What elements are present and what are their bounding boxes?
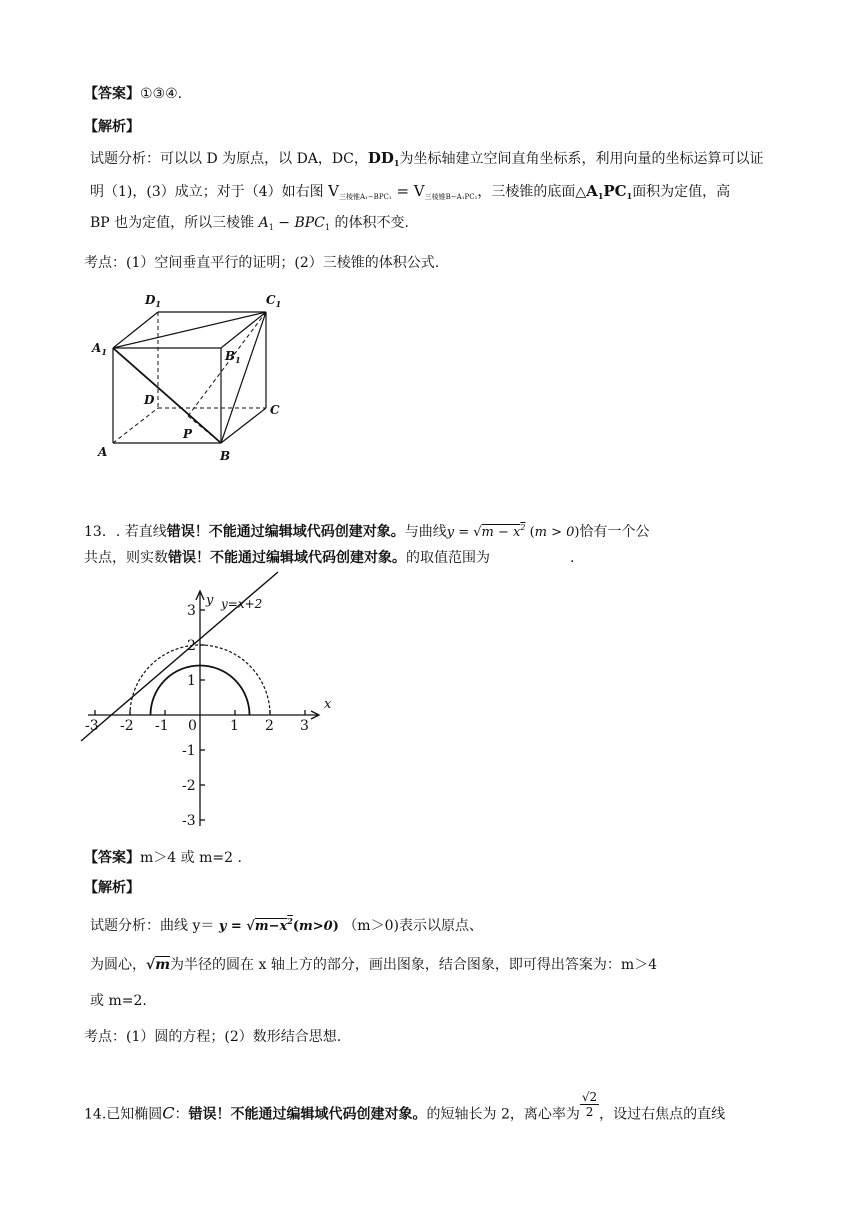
formula-curve-bold: $y = √m-x^2(m>0)$ [218,916,339,934]
formula-a1pc1: $A_1PC_1$ [586,182,633,201]
fraction-sqrt2-over-2: $\frac{√2}{2}$ [581,1090,598,1119]
volume-subscript-2: 三棱锥B−A₁PC₁ [424,193,478,201]
question-text: 与曲线 [404,524,447,540]
analysis-paragraph-3 [90,213,409,238]
answer-value: ①③④. [140,86,183,102]
x-axis-label: x [324,697,332,712]
label-d: D [144,393,155,407]
analysis-text: 的体积不变. [334,215,409,231]
label-c: C [270,403,280,417]
formula-a1-bpc1: $A_1 - BPC_1$ [258,215,330,232]
y-axis-label: y [206,593,214,608]
analysis-13-paragraph-3: 或 m=2. [90,993,147,1009]
formula-volume-equality: $V_{三棱锥A_1-BPC_1} = V_{三棱锥B-A_1PC_1}$ [328,182,478,201]
question-text: 共点，则实数 [84,550,168,566]
question-text: 14.已知椭圆 [84,1106,163,1123]
y-tick-label: -2 [182,778,196,794]
label-b: B [220,449,231,463]
x-tick-label: 1 [230,718,239,734]
formula-curve: $y = √m - x^2$ (m > 0) [446,523,580,540]
label-b1: $B_1$ [225,349,241,365]
question-13-line-1 [84,518,650,543]
question-text: ，设过右焦点的直线 [599,1106,726,1123]
analysis-tag: 【解析】 [84,119,140,135]
y-tick-label: 2 [187,638,196,654]
analysis-text: 为坐标轴建立空间直角坐标系，利用向量的坐标运算可以证 [399,151,764,167]
question-text: 恰有一个公 [579,524,650,540]
coordinate-graph [78,570,338,832]
volume-subscript-1: 三棱锥A₁−BPC₁ [338,193,392,201]
hidden-segment-p-b [188,416,221,443]
x-tick-label: -3 [85,718,99,734]
formula-sqrt-m: √m [146,957,171,973]
question-text: 的短轴长为 2，离心率为 [426,1106,580,1123]
y-tick-label: 3 [187,603,196,619]
analysis-13-paragraph-1 [90,911,483,937]
x-tick-label: -2 [120,718,134,734]
analysis-text: 明（1)，(3）成立；对于（4）如右图 [90,184,324,200]
kaodian-13: 考点：(1）圆的方程；(2）数形结合思想. [84,1029,342,1045]
edge-b-c [221,408,266,443]
answer-line-12 [84,84,182,104]
analysis-text: ，三棱锥的底面△ [477,184,587,200]
label-c1: $C_1$ [266,293,282,309]
answer-line-13 [84,848,242,868]
analysis-text: 面积为定值，高 [632,184,731,200]
label-a1: $A_1$ [92,341,107,357]
x-tick-label: 2 [265,718,274,734]
segment-b-c1 [221,312,266,443]
label-a: A [98,445,108,459]
ellipse-symbol: C [162,1103,175,1123]
label-d1: $D_1$ [145,293,161,309]
question-text: . [570,550,575,566]
error-field-text: 错误！不能通过编辑域代码创建对象。 [166,524,405,540]
line-label: y=x+2 [221,597,263,611]
x-tick-label: 3 [300,718,309,734]
kaodian-12: 考点：(1）空间垂直平行的证明；(2）三棱锥的体积公式. [84,255,440,271]
segment-a1-b [113,348,221,443]
analysis-paragraph-1 [90,148,763,173]
analysis-tag: 【解析】 [84,880,140,896]
y-tick-label: 1 [187,673,196,689]
question-14-line: 14.已知椭圆C：错误！不能通过编辑域代码创建对象。的短轴长为 2，离心率为 $\frac{√2}{2}$ ，设过右焦点的直线 [84,1090,726,1123]
error-field-text: 错误！不能通过编辑域代码创建对象。 [168,550,406,566]
error-field-text: 错误！不能通过编辑域代码创建对象。 [188,1106,427,1123]
answer-tag: 【答案】 [84,850,140,866]
analysis-text: BP 也为定值，所以三棱锥 [90,215,255,231]
analysis-13-paragraph-2 [90,955,657,975]
label-p: P [183,427,193,441]
analysis-paragraph-2 [90,181,730,207]
hidden-edge-a-d [113,408,158,443]
x-tick-label: -1 [155,718,169,734]
analysis-text: 为圆心， [90,957,146,973]
formula-dd1: $DD_1$ [367,149,400,168]
y-tick-label: -3 [182,813,196,829]
question-text: 13．. 若直线 [84,524,167,540]
answer-value: m＞4 或 m=2 . [140,850,242,866]
x-tick-label: 0 [188,718,197,734]
question-13-line-2 [84,548,574,568]
analysis-text: （m＞0)表示以原点、 [343,918,483,934]
analysis-text: 试题分析：曲线 y＝ [90,918,215,934]
cube-figure [90,288,300,468]
answer-tag: 【答案】 [84,86,140,102]
analysis-text: 为半径的圆在 x 轴上方的部分，画出图象，结合图象，即可得出答案为：m＞4 [170,957,658,973]
y-tick-label: -1 [182,743,196,759]
analysis-text: 试题分析：可以以 D 为原点，以 DA，DC， [90,151,368,167]
question-text: 的取值范围为 [406,550,490,566]
